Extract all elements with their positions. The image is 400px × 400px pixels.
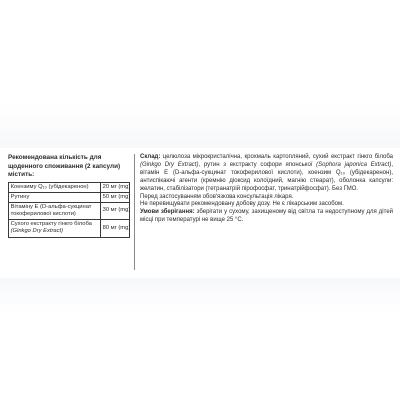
table-row (9, 182, 130, 192)
ingredient-name-latin: (Ginkgo Dry Extract) (10, 228, 64, 235)
ingredient-amount: 80 мг (mg) (101, 219, 130, 237)
recommended-intake-section (8, 154, 130, 238)
consultation-note: Перед застосуванням обов'язкова консультація лікаря. (140, 193, 294, 200)
ingredient-name (9, 219, 101, 237)
product-info-section (140, 154, 393, 225)
storage-paragraph (140, 209, 393, 225)
dose-warning: Не перевищувати рекомендовану добову дозу. Не є лікарським засобом. (140, 201, 344, 208)
storage-label: Умови зберігання: (140, 209, 195, 216)
table-row (9, 219, 130, 237)
composition-paragraph (140, 154, 393, 194)
storage-text: зберігати у сухому, захищеному від світла та недоступному для дітей місці при температурі не вище 25 °С. (140, 209, 394, 224)
composition-label: Склад: (140, 154, 161, 160)
label-panel (4, 150, 396, 278)
composition-latin: (Sophora japonica Extract) (316, 161, 392, 168)
composition-text: , вітамін Е (D-альфа-сукцинат токоферилової кислоти), коензим Q₁₀ (убідекаренон), антиспікаючі агенти (кремнію діоксид колоїдний, магнію стеарат), оболонка капсули: желатин, стабілізатори (тетранатрій пірофосфат, тринатрійфосфат). Без ГМО. (140, 161, 393, 192)
table-row (9, 192, 130, 202)
column-divider (134, 154, 135, 270)
ingredient-amount: 50 мг (mg) (101, 192, 130, 202)
ingredient-amount: 30 мг (mg) (101, 202, 130, 219)
table-row (9, 202, 130, 219)
ingredient-name: Вітаміну Е (D-альфа-сукцинат токоферилової кислоти) (9, 202, 101, 219)
ingredient-name: Коензиму Q₁₀ (убідекаренон) (9, 182, 101, 192)
ingredient-amount: 20 мг (mg) (101, 182, 130, 192)
recommended-intake-heading: Рекомендована кількість для щоденного споживання (2 капсули) містить: (8, 154, 121, 179)
ingredient-name-plain: Сухого екстракту гінкго білоба (10, 221, 92, 228)
ingredient-name: Рутину (9, 192, 101, 202)
nutrition-table (8, 182, 130, 238)
background-top (0, 0, 400, 148)
background-bottom (0, 278, 400, 400)
composition-text: целюлоза мікрокристалічна, крохмаль картопляний, сухий екстракт гінкго білоба (160, 154, 393, 160)
composition-text: , рутин з екстракту софори японської (198, 161, 317, 168)
composition-latin: (Ginkgo Dry Extract) (140, 161, 199, 168)
